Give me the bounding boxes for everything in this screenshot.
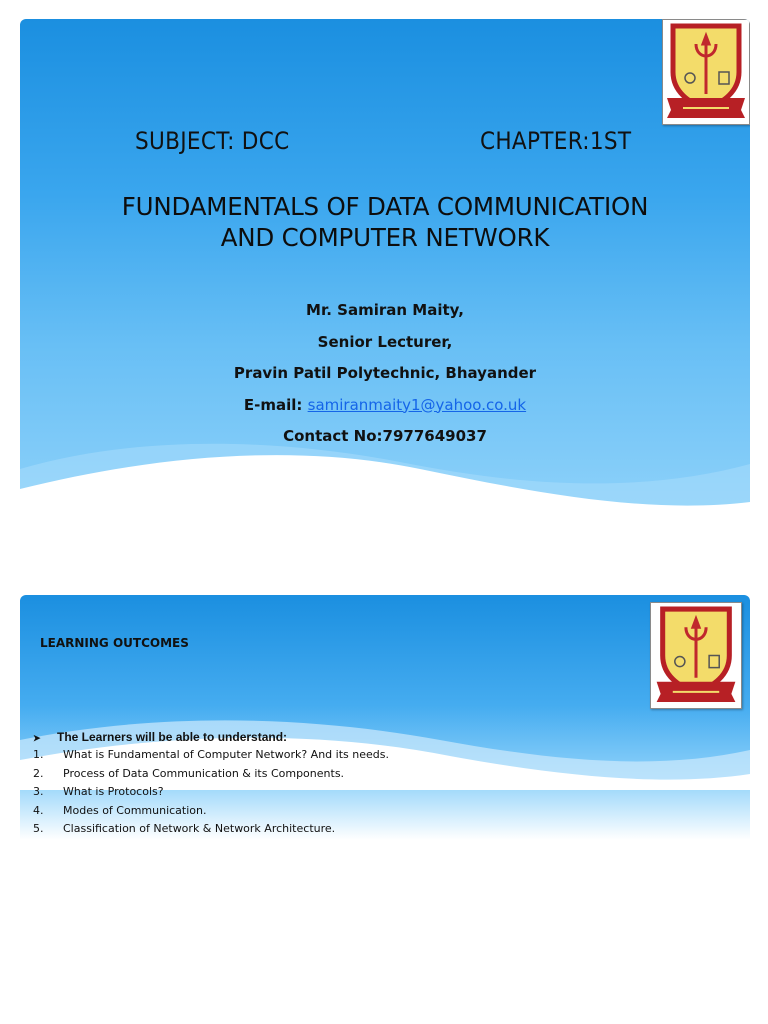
author-institute: Pravin Patil Polytechnic, Bhayander [233, 364, 537, 382]
list-item: 5. Classification of Network & Network Architecture. [33, 822, 336, 835]
learning-outcomes-slide [20, 595, 750, 840]
title-line-1: FUNDAMENTALS OF DATA COMMUNICATION [121, 192, 649, 221]
learning-outcomes-heading: LEARNING OUTCOMES [40, 636, 189, 650]
email-line [20, 390, 750, 422]
list-item: 3. What is Protocols? [33, 785, 164, 798]
list-item: 1. What is Fundamental of Computer Network? And its needs. [33, 748, 389, 761]
outcomes-list [33, 728, 633, 839]
author-name: Mr. Samiran Maity, [306, 301, 464, 319]
subject-label: SUBJECT: DCC [135, 127, 290, 155]
slide-title [50, 191, 720, 253]
list-item: 2. Process of Data Communication & its Components. [33, 766, 345, 780]
outcomes-intro [33, 728, 633, 746]
author-info [20, 295, 750, 453]
list-item: 4. Modes of Communication. [33, 803, 207, 817]
trident-shield-emblem-icon [663, 20, 749, 124]
trident-shield-emblem-icon [651, 603, 741, 708]
outcomes-intro-text: The Learners will be able to understand: [57, 730, 288, 744]
contact-number: Contact No:7977649037 [283, 427, 487, 445]
title-slide [20, 19, 750, 521]
author-designation: Senior Lecturer, [317, 332, 453, 351]
institution-logo [662, 19, 750, 125]
email-label: E-mail: [243, 395, 308, 414]
subject-chapter-row [20, 127, 750, 161]
title-line-2: AND COMPUTER NETWORK [220, 223, 550, 252]
chapter-label: CHAPTER:1ST [480, 127, 632, 155]
email-link[interactable]: samiranmaity1@yahoo.co.uk [307, 395, 527, 414]
institution-logo [650, 602, 742, 709]
arrow-bullet-icon: ➤ [33, 733, 41, 743]
